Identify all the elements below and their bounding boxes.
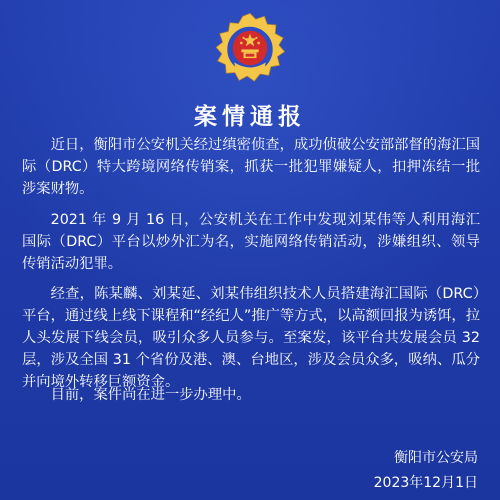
page-title: 案情通报	[194, 104, 306, 130]
paragraph-investigation: 经查，陈某麟、刘某延、刘某伟组织技术人员搭建海汇国际（DRC）平台，通过线上线下课程和“经纪人”推广等方式，以高额回报为诱饵，拉人头发展下线会员，吸引众多人员参与。至案发，该平台共发展会员 32 层，涉及全国 31 个省份及港、澳、台地区，涉及会员众多，吸纳、瓜分并向境外转移巨额资金。	[22, 286, 481, 390]
paragraph-discovery: 2021 年 9 月 16 日，公安机关在工作中发现刘某伟等人利用海汇国际（DRC）平台以炒外汇为名，实施网络传销活动，涉嫌组织、领导传销活动犯罪。	[22, 212, 480, 272]
signature-date: 2023年12月1日	[373, 475, 478, 491]
paragraph-summary: 近日，衡阳市公安机关经过缜密侦查，成功侦破公安部部督的海汇国际（DRC）特大跨境网络传销案，抓获一批犯罪嫌疑人，扣押冻结一批涉案财物。	[22, 137, 480, 197]
paragraph-status: 目前，案件尚在进一步办理中。	[50, 387, 251, 403]
signature-org: 衡阳市公安局	[394, 450, 478, 466]
police-emblem-icon	[214, 12, 286, 84]
